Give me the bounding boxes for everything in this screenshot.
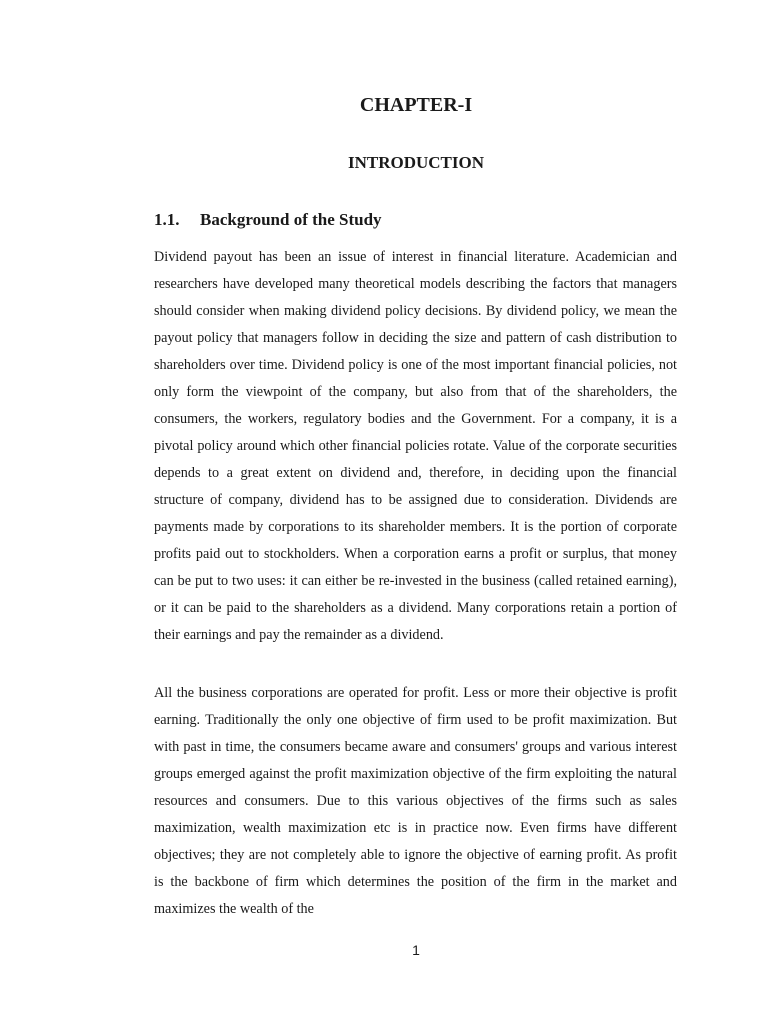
section-title: Background of the Study	[200, 210, 382, 229]
chapter-subtitle: INTRODUCTION	[347, 153, 485, 172]
section-number: 1.1.	[154, 210, 180, 229]
page-number: 1	[412, 942, 420, 958]
body-paragraph-1: Dividend payout has been an issue of interest in financial literature. Academician and researchers have developed many theoretical models describing the factors that managers should consider when making dividend policy decisions. By dividend policy, we mean the payout policy that managers follow in deciding the size and pattern of cash distribution to shareholders over time. Dividend policy is one of the most important financial policies, not only form the viewpoint of the company, but also from that of the shareholders, the consumers, the workers, regulatory bodies and the Government. For a company, it is a pivotal policy around which other financial policies rotate. Value of the corporate securities depends to a great extent on dividend and, therefore, in deciding upon the financial structure of company, dividend has to be assigned due to consideration. Dividends are payments made by corporations to its shareholder members. It is the portion of corporate profits paid out to stockholders. When a corporation earns a profit or surplus, that money can be put to two uses: it can either be re-invested in the business (called retained earning), or it can be paid to the shareholders as a dividend. Many corporations retain a portion of their earnings and pay the remainder as a dividend.	[154, 249, 677, 643]
chapter-title: CHAPTER-I	[359, 94, 473, 116]
body-paragraph-2: All the business corporations are operated for profit. Less or more their objective is profit earning. Traditionally the only one objective of firm used to be profit maximization. But with past in time, the consumers became aware and consumers' groups and various interest groups emerged against the profit maximization objective of the firm exploiting the natural resources and consumers. Due to this various objectives of the firms such as sales maximization, wealth maximization etc is in practice now. Even firms have different objectives; they are not completely able to ignore the objective of earning profit. As profit is the backbone of firm which determines the position of the firm in the market and maximizes the wealth of the	[154, 685, 677, 917]
section-heading	[154, 210, 382, 230]
